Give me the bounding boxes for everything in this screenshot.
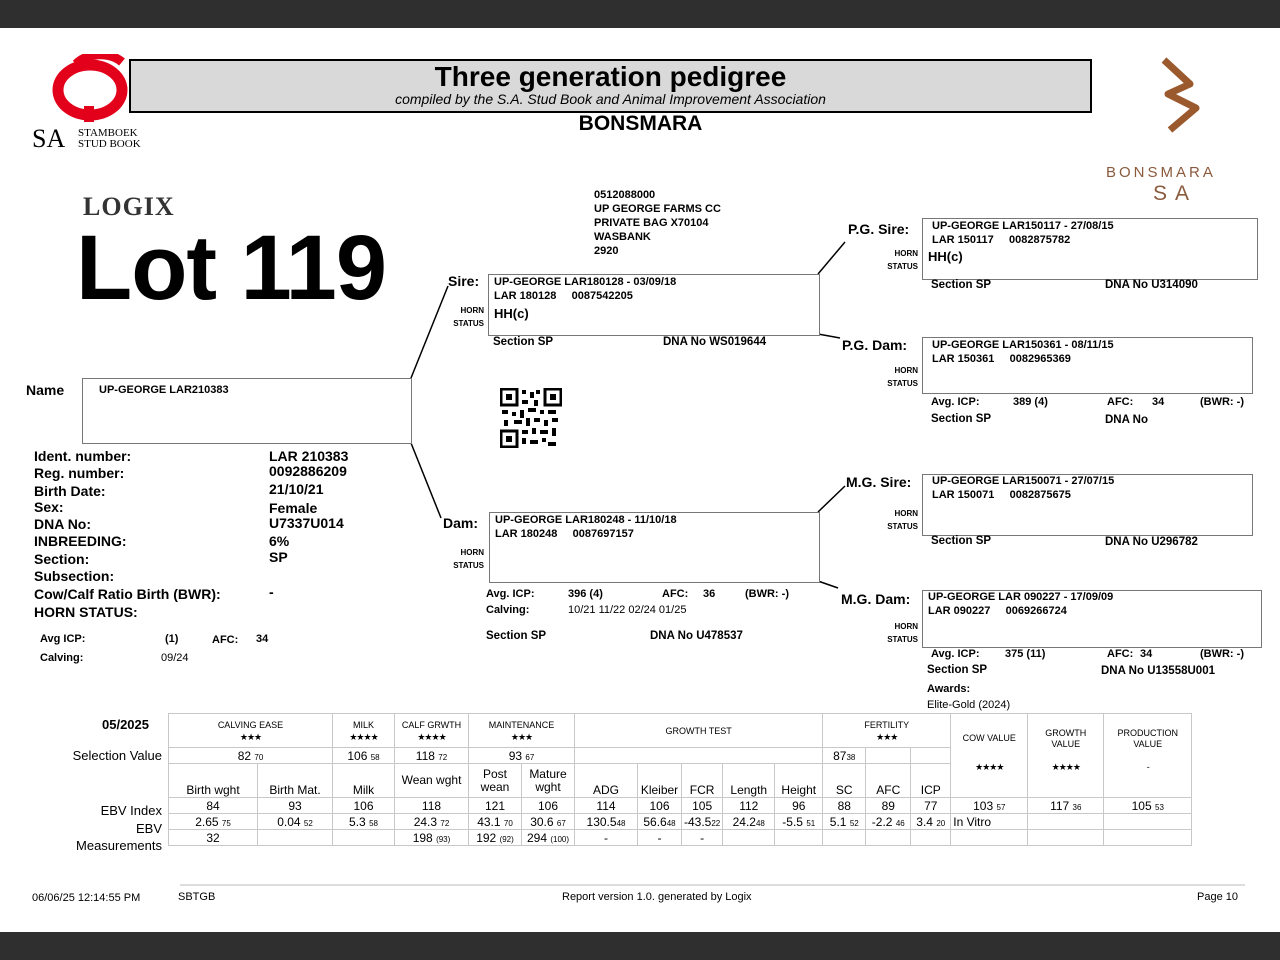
col-icp: ICP (911, 764, 951, 798)
mg-dam-avg-icp: 375 (11) (1005, 648, 1046, 660)
dam-avg-icp-label: Avg. ICP: (486, 588, 535, 600)
detail-value: U7337U014 (269, 515, 344, 531)
col-kleiber: Kleiber (638, 764, 682, 798)
measure-cell (911, 830, 951, 846)
ebv-cell: -2.2 46 (866, 814, 911, 830)
detail-label: Reg. number: (34, 465, 125, 481)
measurements-row (169, 830, 1192, 846)
seller-line: 2920 (594, 245, 619, 257)
index-cell: 84 (169, 798, 258, 814)
ebv-table (168, 713, 1192, 846)
pg-sire-line1: UP-GEORGE LAR150117 - 27/08/15 (932, 220, 1114, 232)
mg-dam-afc: 34 (1140, 648, 1153, 660)
mg-dam-awards-label: Awards: (927, 683, 971, 695)
pg-dam-section: Section SP (931, 413, 992, 425)
pg-sire-dna: DNA No U314090 (1105, 279, 1198, 291)
group-calf-growth: CALF GRWTH ★★★★ (395, 714, 469, 748)
bonsmara-logo-text: BONSMARA (1106, 164, 1216, 181)
sire-horn-label: HORN STATUS (453, 306, 484, 328)
pg-dam-label: P.G. Dam: (842, 337, 908, 353)
pg-sire-horn-label: HORN STATUS (887, 249, 918, 271)
pg-dam-afc-label: AFC: (1107, 396, 1134, 408)
page-subtitle: compiled by the S.A. Stud Book and Animal Improvement Association (395, 91, 826, 107)
pg-sire-line2: LAR 150117 0082875782 (932, 234, 1071, 246)
pg-dam-horn-label: HORN STATUS (887, 366, 918, 388)
pg-sire-section: Section SP (931, 279, 992, 291)
ebv-cell: 24.3 72 (395, 814, 469, 830)
pedigree-page (0, 28, 1280, 932)
ebv-cell: 30.6 67 (522, 814, 575, 830)
sire-label: Sire: (448, 273, 480, 289)
group-milk: MILK ★★★★ (333, 714, 395, 748)
pg-sire-box (922, 218, 1258, 280)
title-box (129, 59, 1092, 113)
sire-box (488, 274, 820, 336)
ebv-cell: 5.3 58 (333, 814, 395, 830)
detail-label: Subsection: (34, 568, 115, 584)
mg-sire-box (922, 474, 1253, 536)
measure-cell (823, 830, 866, 846)
sire-line1: UP-GEORGE LAR180128 - 03/09/18 (494, 276, 677, 288)
mg-sire-line1: UP-GEORGE LAR150071 - 27/07/15 (932, 475, 1115, 487)
ebv-row (169, 814, 1192, 830)
pg-dam-avg-icp: 389 (4) (1013, 396, 1048, 408)
measure-cell (1104, 830, 1192, 846)
group-maintenance: MAINTENANCE ★★★ (469, 714, 575, 748)
detail-label: Birth Date: (34, 483, 106, 499)
measure-cell: 198 (93) (395, 830, 469, 846)
col-birth-wght: Birth wght (169, 764, 258, 798)
lot-number: Lot 119 (76, 217, 387, 319)
animal-avg-icp-label: Avg ICP: (40, 633, 86, 645)
seller-address (594, 188, 721, 258)
bonsmara-emblem-icon (1150, 56, 1210, 134)
dam-calving: 10/21 11/22 02/24 01/25 (568, 604, 687, 616)
studbook-emblem-icon (48, 54, 138, 124)
detail-value: - (269, 584, 274, 600)
measure-cell: 192 (92) (469, 830, 522, 846)
index-cell: 106 (333, 798, 395, 814)
footer-page: Page 10 (1197, 891, 1238, 903)
index-cell: 114 (575, 798, 638, 814)
detail-label: HORN STATUS: (34, 604, 138, 620)
index-cow-value: 103 57 (951, 798, 1028, 814)
detail-label: Ident. number: (34, 448, 132, 464)
group-growth-value: GROWTH VALUE ★★★★ (1028, 714, 1104, 798)
index-cell: 77 (911, 798, 951, 814)
mg-dam-dna: DNA No U13558U001 (1101, 665, 1215, 677)
animal-afc-label: AFC: (212, 634, 239, 646)
sire-section: Section SP (493, 336, 554, 348)
studbook-stamboek-text: STAMBOEK (78, 127, 138, 139)
row-label-selection: Selection Value (72, 748, 162, 763)
measure-cell: 294 (100) (522, 830, 575, 846)
detail-label: Sex: (34, 499, 64, 515)
ebv-cell: 130.548 (575, 814, 638, 830)
col-adg: ADG (575, 764, 638, 798)
index-growth-value: 117 36 (1028, 798, 1104, 814)
ebv-empty (1028, 814, 1104, 830)
page-title: Three generation pedigree (434, 61, 787, 92)
ebv-cell: -5.5 51 (775, 814, 823, 830)
measure-cell: 32 (169, 830, 258, 846)
group-calving-ease: CALVING EASE ★★★ (169, 714, 333, 748)
dam-bwr: (BWR: -) (745, 588, 789, 600)
studbook-studbook-text: STUD BOOK (78, 138, 141, 150)
mg-dam-afc-label: AFC: (1107, 648, 1134, 660)
mg-dam-bwr: (BWR: -) (1200, 648, 1244, 660)
index-cell: 106 (638, 798, 682, 814)
footer-timestamp: 06/06/25 12:14:55 PM (32, 892, 141, 904)
mg-dam-section: Section SP (927, 664, 988, 676)
seller-line: WASBANK (594, 231, 651, 243)
index-cell: 112 (723, 798, 775, 814)
measure-cell (775, 830, 823, 846)
detail-label: DNA No: (34, 516, 92, 532)
detail-value: Female (269, 500, 318, 516)
ebv-cell: 43.1 70 (469, 814, 522, 830)
index-production-value: 105 53 (1104, 798, 1192, 814)
index-cell: 106 (522, 798, 575, 814)
ebv-cell: 0.04 52 (258, 814, 333, 830)
col-wean-wght: Wean wght (395, 764, 469, 798)
mg-sire-section: Section SP (931, 535, 992, 547)
detail-label: Section: (34, 551, 90, 567)
detail-value: 0092886209 (269, 463, 347, 479)
index-cell: 93 (258, 798, 333, 814)
mg-sire-dna: DNA No U296782 (1105, 536, 1198, 548)
measure-cell (866, 830, 911, 846)
ebv-cell: 2.65 75 (169, 814, 258, 830)
animal-afc: 34 (256, 633, 269, 645)
col-sc: SC (823, 764, 866, 798)
index-cell: 121 (469, 798, 522, 814)
mg-dam-avg-icp-label: Avg. ICP: (931, 648, 980, 660)
seller-line: 0512088000 (594, 189, 656, 201)
pg-dam-box (922, 337, 1253, 394)
detail-label: Cow/Calf Ratio Birth (BWR): (34, 586, 221, 602)
detail-value: 6% (269, 533, 290, 549)
group-fertility: FERTILITY ★★★ (823, 714, 951, 748)
measure-cell (723, 830, 775, 846)
animal-calving: 09/24 (161, 652, 189, 664)
sire-line2: LAR 180128 0087542205 (494, 290, 633, 302)
ebv-cell: 5.1 52 (823, 814, 866, 830)
ebv-cell: 56.648 (638, 814, 682, 830)
measure-cell: - (575, 830, 638, 846)
index-cell: 89 (866, 798, 911, 814)
footer-user: SBTGB (178, 891, 216, 903)
selection-calf: 118 72 (395, 748, 469, 764)
sire-dna: DNA No WS019644 (663, 336, 767, 348)
animal-calving-label: Calving: (40, 652, 84, 664)
mg-sire-line2: LAR 150071 0082875675 (932, 489, 1071, 501)
selection-calving: 82 70 (169, 748, 333, 764)
dam-dna: DNA No U478537 (650, 630, 743, 642)
selection-fertility: 8738 (823, 748, 866, 764)
col-afc: AFC (866, 764, 911, 798)
ebv-empty (1104, 814, 1192, 830)
index-cell: 118 (395, 798, 469, 814)
detail-value: LAR 210383 (269, 448, 349, 464)
dam-avg-icp: 396 (4) (568, 588, 603, 600)
dam-horn-label: HORN STATUS (453, 548, 484, 570)
seller-line: UP GEORGE FARMS CC (594, 203, 721, 215)
ebv-date: 05/2025 (102, 717, 149, 732)
pg-dam-line1: UP-GEORGE LAR150361 - 08/11/15 (932, 339, 1114, 351)
animal-avg-icp: (1) (165, 633, 179, 645)
pg-dam-bwr: (BWR: -) (1200, 396, 1244, 408)
col-length: Length (723, 764, 775, 798)
detail-value: SP (269, 549, 288, 565)
row-label-ebv-index: EBV Index (100, 803, 162, 818)
ebv-cell: 3.4 20 (911, 814, 951, 830)
measure-cell (258, 830, 333, 846)
detail-value: 21/10/21 (269, 481, 324, 497)
col-milk: Milk (333, 764, 395, 798)
measure-cell: - (638, 830, 682, 846)
dam-label: Dam: (443, 515, 479, 531)
mg-dam-box (922, 590, 1262, 648)
pg-dam-afc: 34 (1152, 396, 1165, 408)
seller-line: PRIVATE BAG X70104 (594, 217, 709, 229)
dam-line1: UP-GEORGE LAR180248 - 11/10/18 (495, 514, 677, 526)
selection-milk: 106 58 (333, 748, 395, 764)
col-post-wean: Post wean (469, 764, 522, 798)
mg-dam-line1: UP-GEORGE LAR 090227 - 17/09/09 (928, 591, 1114, 603)
mg-sire-horn-label: HORN STATUS (887, 509, 918, 531)
bonsmara-logo-sa: SA (1153, 182, 1198, 205)
dam-section: Section SP (486, 630, 547, 642)
row-label-ebv: EBV (135, 821, 162, 836)
row-label-measurements: Measurements (76, 838, 162, 853)
col-height: Height (775, 764, 823, 798)
mg-dam-label: M.G. Dam: (841, 591, 911, 607)
footer-report: Report version 1.0. generated by Logix (562, 891, 752, 903)
dam-box (489, 512, 820, 583)
index-cell: 105 (682, 798, 723, 814)
bonsmara-logo (1100, 56, 1260, 205)
name-label: Name (26, 382, 65, 398)
dam-line2: LAR 180248 0087697157 (495, 528, 634, 540)
measure-cell (1028, 830, 1104, 846)
selection-growth-empty (575, 748, 823, 764)
dam-afc-label: AFC: (662, 588, 689, 600)
pg-sire-label: P.G. Sire: (848, 221, 910, 237)
col-mature-wght: Mature wght (522, 764, 575, 798)
pg-dam-avg-icp-label: Avg. ICP: (931, 396, 980, 408)
pg-sire-horn: HH(c) (928, 249, 963, 264)
sire-horn: HH(c) (494, 306, 529, 321)
selection-empty (911, 748, 951, 764)
group-growth-test: GROWTH TEST (575, 714, 823, 748)
mg-dam-line2: LAR 090227 0069266724 (928, 605, 1067, 617)
animal-name: UP-GEORGE LAR210383 (99, 384, 229, 396)
pg-dam-dna: DNA No (1105, 414, 1149, 426)
group-production-value: PRODUCTION VALUE - (1104, 714, 1192, 798)
pg-dam-line2: LAR 150361 0082965369 (932, 353, 1071, 365)
mg-sire-label: M.G. Sire: (846, 474, 912, 490)
measure-cell: - (682, 830, 723, 846)
mg-dam-award: Elite-Gold (2024) (927, 699, 1011, 711)
qr-code-icon (500, 388, 562, 448)
dam-afc: 36 (703, 588, 716, 600)
logix-logo: LOGIX (83, 192, 175, 221)
measure-cell (333, 830, 395, 846)
measure-cell (951, 830, 1028, 846)
col-fcr: FCR (682, 764, 723, 798)
animal-name-box (82, 378, 412, 444)
studbook-sa-text: SA (32, 124, 66, 153)
selection-empty (866, 748, 911, 764)
group-header-row (169, 714, 1192, 748)
ebv-cell: 24.248 (723, 814, 775, 830)
index-cell: 88 (823, 798, 866, 814)
mg-dam-horn-label: HORN STATUS (887, 622, 918, 644)
qr-code (500, 388, 562, 448)
ebv-cell: -43.522 (682, 814, 723, 830)
selection-maintenance: 93 67 (469, 748, 575, 764)
ebv-index-row (169, 798, 1192, 814)
breed-title: BONSMARA (578, 112, 703, 135)
dam-calving-label: Calving: (486, 604, 530, 616)
index-cell: 96 (775, 798, 823, 814)
ebv-note: In Vitro (951, 814, 1028, 830)
col-birth-mat: Birth Mat. (258, 764, 333, 798)
detail-label: INBREEDING: (34, 533, 127, 549)
group-cow-value: COW VALUE ★★★★ (951, 714, 1028, 798)
